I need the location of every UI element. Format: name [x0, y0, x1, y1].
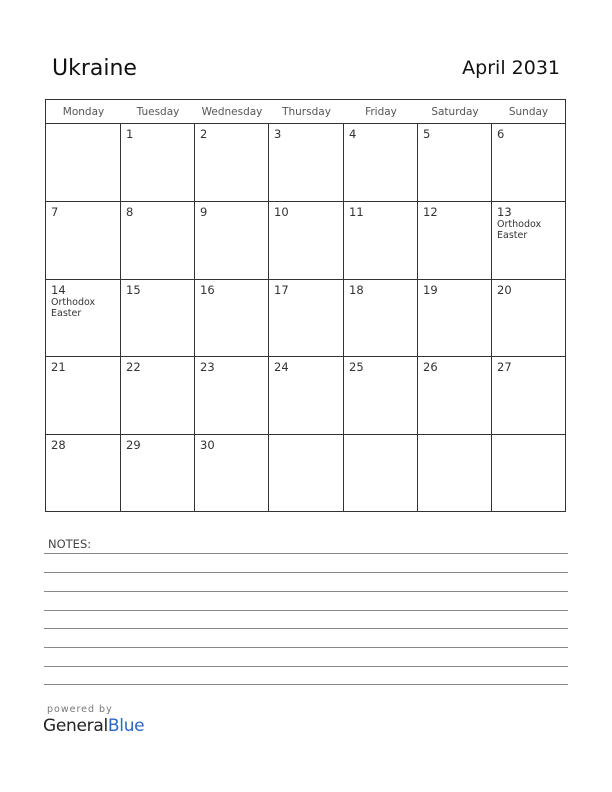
day-cell: [121, 357, 195, 435]
weekday-header: Friday: [344, 100, 418, 124]
day-number: 10: [274, 205, 289, 219]
day-cell: [492, 280, 565, 357]
weekday-header: Wednesday: [195, 100, 269, 124]
day-cell: [46, 202, 121, 280]
day-number: 18: [349, 283, 364, 297]
day-number: 1: [126, 127, 134, 141]
day-cell: [269, 124, 344, 202]
day-number: 13: [497, 205, 512, 219]
brand-general: General: [43, 716, 108, 736]
day-number: 4: [349, 127, 357, 141]
holiday-label: Orthodox Easter: [497, 219, 542, 241]
note-line: [44, 572, 568, 573]
day-cell: [195, 124, 269, 202]
notes-label: NOTES:: [48, 537, 92, 551]
weekday-header: Monday: [46, 100, 121, 124]
day-cell: [344, 202, 418, 280]
day-cell: [46, 124, 121, 202]
day-number: 6: [497, 127, 505, 141]
day-cell: [121, 435, 195, 511]
day-cell: [195, 357, 269, 435]
day-cell: [344, 435, 418, 511]
day-cell: [195, 435, 269, 511]
day-cell: [121, 124, 195, 202]
day-cell: [492, 357, 565, 435]
day-number: 16: [200, 283, 215, 297]
day-number: 15: [126, 283, 141, 297]
note-line: [44, 666, 568, 667]
note-line: [44, 553, 568, 554]
day-cell: [418, 357, 492, 435]
note-line: [44, 628, 568, 629]
day-cell: [492, 202, 565, 280]
day-number: 12: [423, 205, 438, 219]
day-cell: [344, 124, 418, 202]
day-number: 7: [51, 205, 59, 219]
day-number: 8: [126, 205, 134, 219]
day-cell: [492, 435, 565, 511]
powered-by-text: powered by: [47, 704, 113, 715]
day-number: 27: [497, 360, 512, 374]
day-cell: [492, 124, 565, 202]
day-number: 26: [423, 360, 438, 374]
day-cell: [418, 124, 492, 202]
country-title: Ukraine: [52, 56, 137, 81]
day-number: 14: [51, 283, 66, 297]
day-cell: [418, 280, 492, 357]
weekday-header: Thursday: [269, 100, 344, 124]
day-cell: [195, 280, 269, 357]
day-number: 22: [126, 360, 141, 374]
note-line: [44, 684, 568, 685]
holiday-label: Orthodox Easter: [51, 297, 96, 319]
note-line: [44, 591, 568, 592]
day-number: 3: [274, 127, 282, 141]
day-cell: [269, 435, 344, 511]
day-number: 17: [274, 283, 289, 297]
day-number: 20: [497, 283, 512, 297]
day-number: 5: [423, 127, 431, 141]
note-line: [44, 647, 568, 648]
day-number: 24: [274, 360, 289, 374]
day-number: 25: [349, 360, 364, 374]
day-cell: [195, 202, 269, 280]
weekday-header: Tuesday: [121, 100, 195, 124]
weekday-header: Sunday: [492, 100, 565, 124]
day-number: 9: [200, 205, 208, 219]
day-cell: [418, 202, 492, 280]
day-cell: [121, 202, 195, 280]
month-title: April 2031: [462, 57, 560, 79]
day-cell: [269, 280, 344, 357]
day-number: 29: [126, 438, 141, 452]
day-cell: [344, 357, 418, 435]
day-cell: [344, 280, 418, 357]
day-number: 23: [200, 360, 215, 374]
day-cell: [46, 435, 121, 511]
day-number: 19: [423, 283, 438, 297]
day-number: 28: [51, 438, 66, 452]
calendar-grid: [45, 99, 566, 512]
brand-blue: Blue: [107, 716, 145, 736]
weekday-header: Saturday: [418, 100, 492, 124]
day-number: 21: [51, 360, 66, 374]
day-cell: [269, 357, 344, 435]
day-number: 2: [200, 127, 208, 141]
day-cell: [46, 280, 121, 357]
day-cell: [269, 202, 344, 280]
day-cell: [46, 357, 121, 435]
day-cell: [121, 280, 195, 357]
day-number: 11: [349, 205, 364, 219]
note-line: [44, 610, 568, 611]
day-cell: [418, 435, 492, 511]
brand-logo: [43, 716, 144, 736]
day-number: 30: [200, 438, 215, 452]
